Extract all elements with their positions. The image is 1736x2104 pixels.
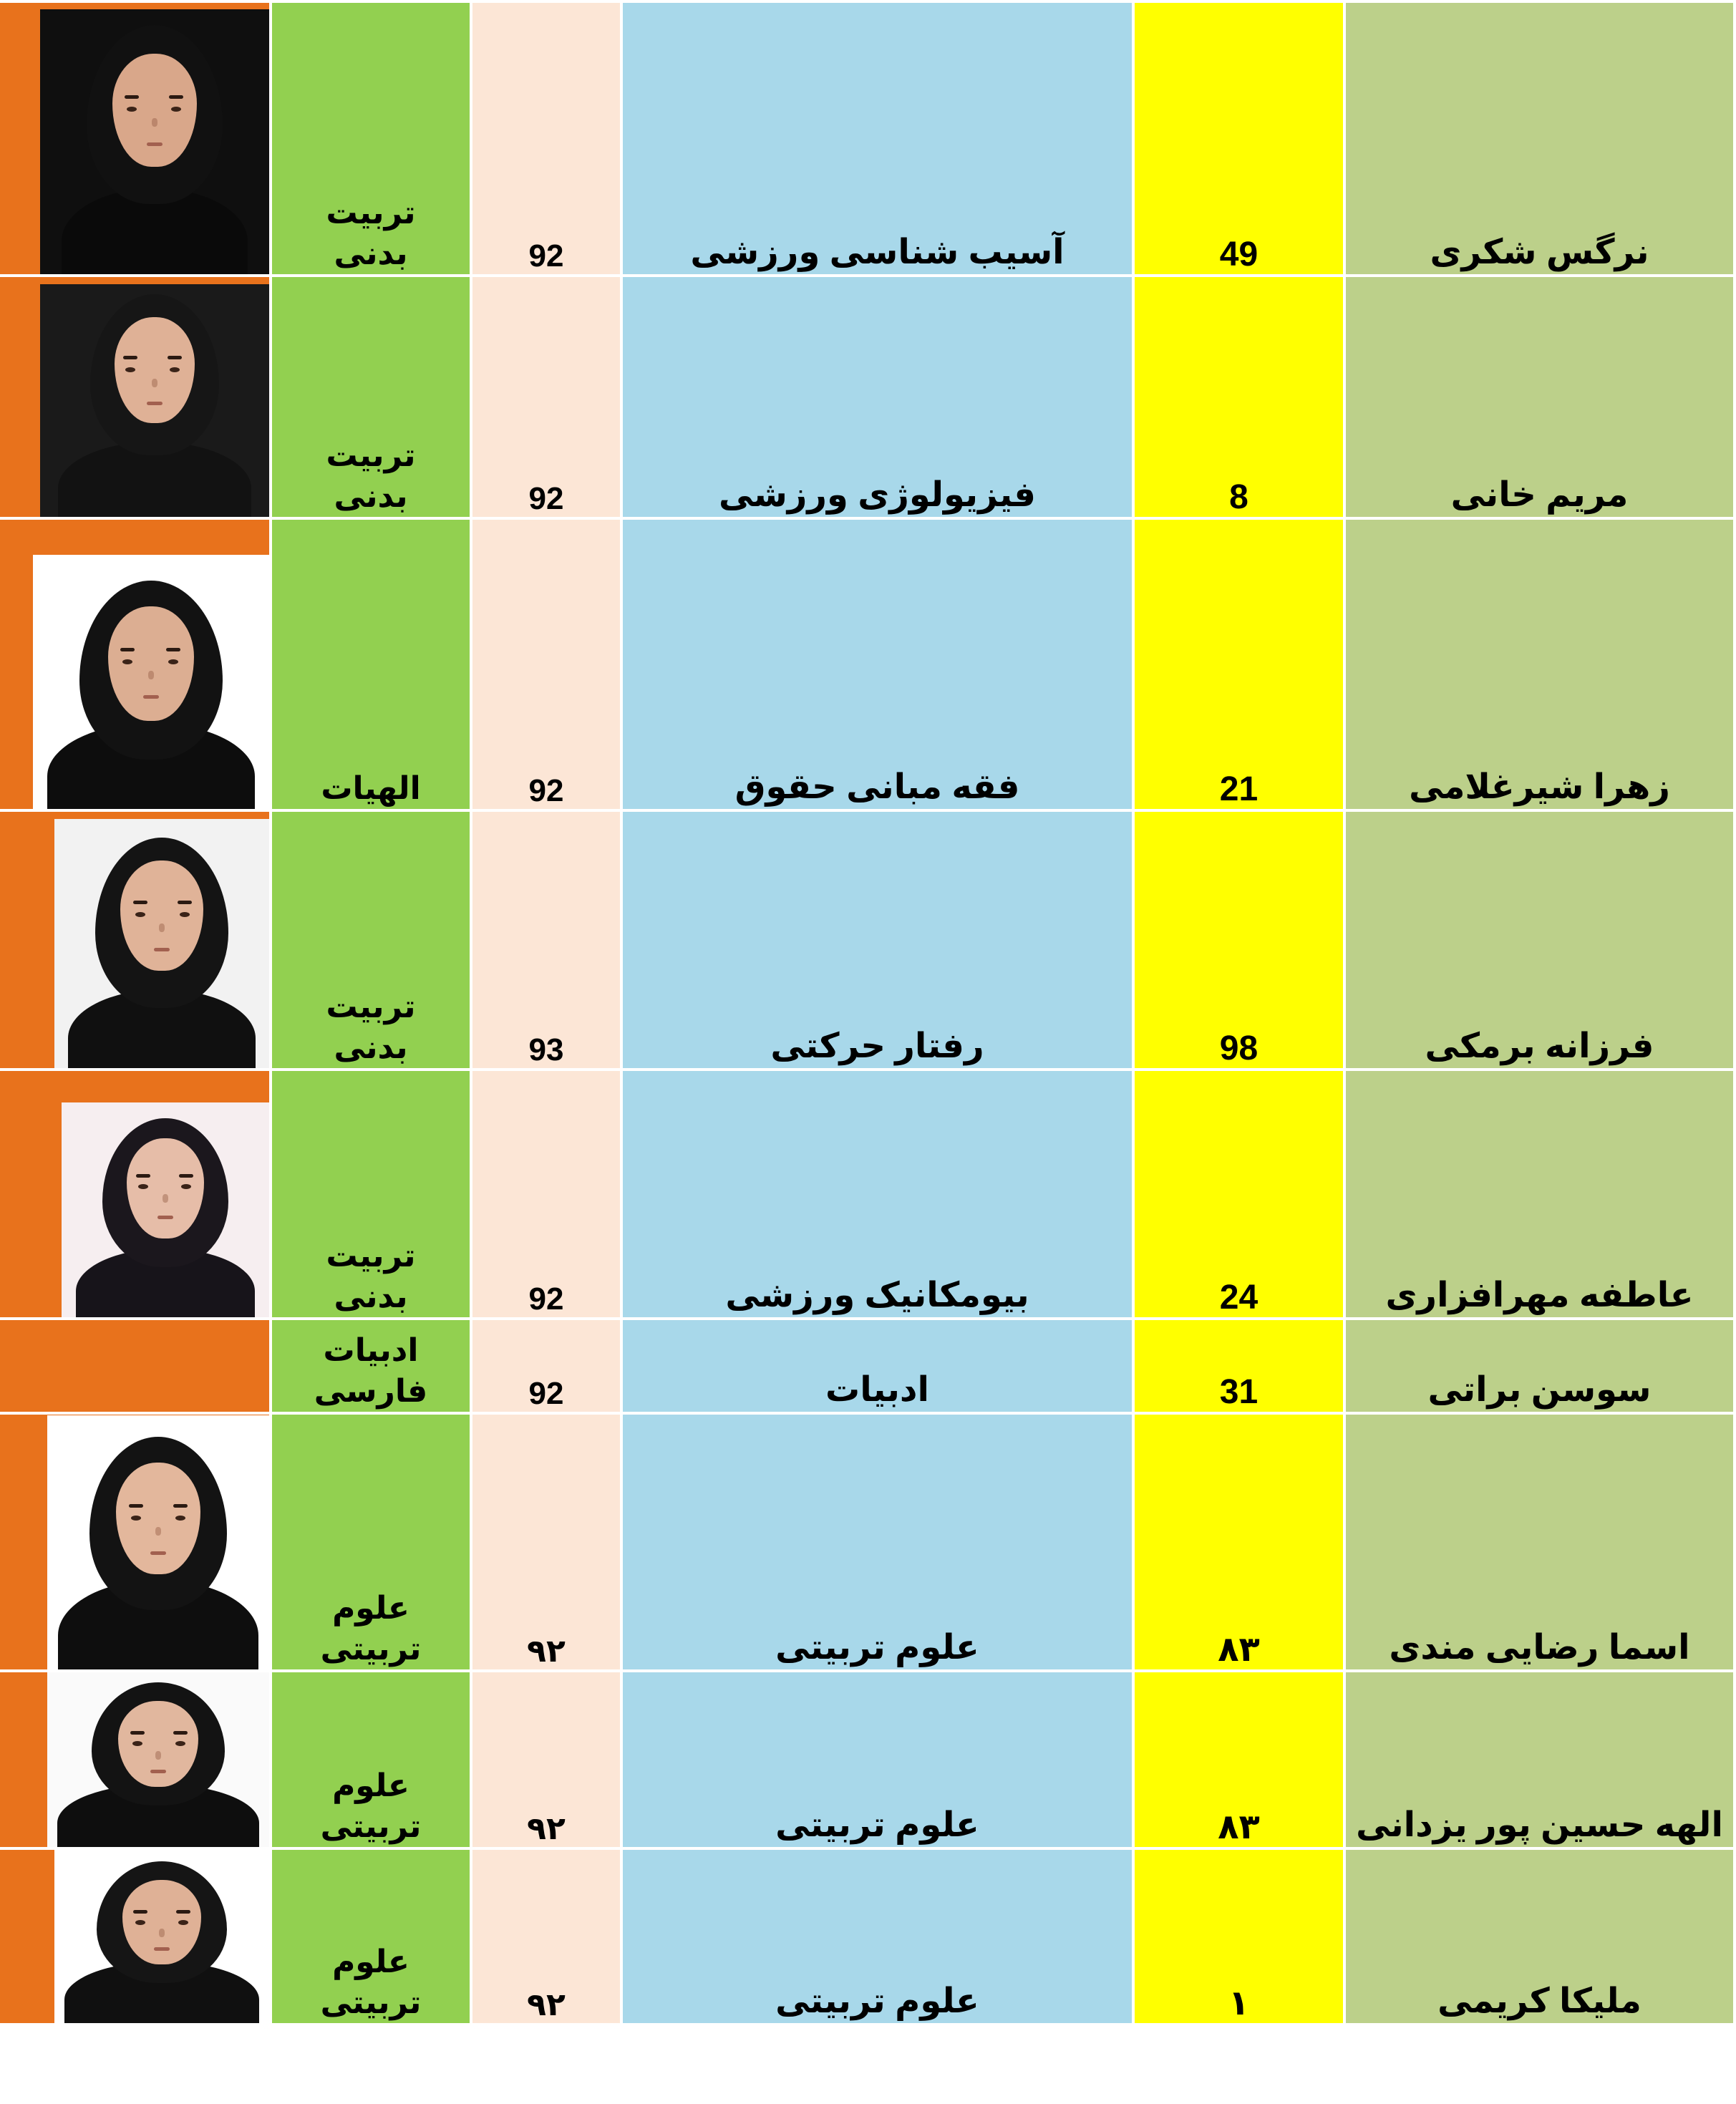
student-id-cell: ۸۳ — [1133, 1413, 1344, 1671]
student-id-cell: 31 — [1133, 1319, 1344, 1413]
department-line: تربیتی — [320, 1984, 422, 2020]
student-id-cell: 24 — [1133, 1070, 1344, 1319]
student-name-cell: فرزانه برمکی — [1344, 810, 1735, 1070]
table-row — [0, 1848, 1735, 2025]
subject-cell: فقه مبانی حقوق — [621, 518, 1133, 810]
portrait-photo — [47, 1672, 269, 1847]
student-name-cell: اسما رضایی مندی — [1344, 1413, 1735, 1671]
photo-cell — [0, 1413, 271, 1671]
student-name-cell: ملیکا کریمی — [1344, 1848, 1735, 2025]
photo-cell — [0, 1, 271, 276]
year-cell: ۹۲ — [471, 1848, 621, 2025]
department-line: تربیت — [326, 989, 416, 1024]
department-cell — [271, 1070, 471, 1319]
department-cell — [271, 1413, 471, 1671]
table-row — [0, 1671, 1735, 1848]
department-cell — [271, 518, 471, 810]
department-cell — [271, 810, 471, 1070]
year-cell: 92 — [471, 518, 621, 810]
department-cell — [271, 1319, 471, 1413]
department-line: تربیتی — [320, 1808, 422, 1844]
student-name-cell: مریم خانی — [1344, 276, 1735, 518]
photo-cell — [0, 518, 271, 810]
subject-cell: ادبیات — [621, 1319, 1133, 1413]
student-id-cell: ۸۳ — [1133, 1671, 1344, 1848]
department-line: ادبیات — [323, 1332, 419, 1368]
department-cell — [271, 1, 471, 276]
subject-cell: آسیب شناسی ورزشی — [621, 1, 1133, 276]
year-cell: ۹۲ — [471, 1413, 621, 1671]
table-row — [0, 1070, 1735, 1319]
student-name-cell: الهه حسین پور یزدانی — [1344, 1671, 1735, 1848]
subject-cell: علوم تربیتی — [621, 1848, 1133, 2025]
subject-cell: علوم تربیتی — [621, 1671, 1133, 1848]
department-cell — [271, 1671, 471, 1848]
subject-cell: رفتار حرکتی — [621, 810, 1133, 1070]
student-id-cell: 8 — [1133, 276, 1344, 518]
table-row — [0, 1, 1735, 276]
photo-cell — [0, 1070, 271, 1319]
photo-cell — [0, 1319, 271, 1413]
photo-cell — [0, 1671, 271, 1848]
department-line: علوم — [332, 1590, 409, 1626]
department-cell — [271, 276, 471, 518]
department-line: فارسی — [314, 1373, 428, 1409]
year-cell: ۹۲ — [471, 1671, 621, 1848]
student-name-cell: سوسن براتی — [1344, 1319, 1735, 1413]
year-cell: 92 — [471, 1319, 621, 1413]
table-row — [0, 276, 1735, 518]
photo-cell — [0, 276, 271, 518]
student-name-cell: عاطفه مهرافزاری — [1344, 1070, 1735, 1319]
subject-cell: بیومکانیک ورزشی — [621, 1070, 1133, 1319]
department-line: بدنی — [334, 478, 408, 514]
department-line: الهیات — [321, 770, 421, 806]
portrait-photo — [54, 1850, 269, 2023]
department-line: تربیتی — [320, 1631, 422, 1667]
student-id-cell: 21 — [1133, 518, 1344, 810]
department-line: علوم — [332, 1768, 409, 1803]
year-cell: 92 — [471, 1, 621, 276]
department-cell — [271, 1848, 471, 2025]
department-line: تربیت — [326, 195, 416, 231]
department-line: بدنی — [334, 236, 408, 271]
photo-cell — [0, 1848, 271, 2025]
student-id-cell: 98 — [1133, 810, 1344, 1070]
year-cell: 93 — [471, 810, 621, 1070]
student-name-cell: نرگس شکری — [1344, 1, 1735, 276]
department-line: بدنی — [334, 1279, 408, 1314]
portrait-photo — [47, 1415, 269, 1669]
table-row — [0, 518, 1735, 810]
year-cell: 92 — [471, 276, 621, 518]
department-line: علوم — [332, 1944, 409, 1979]
photo-cell — [0, 810, 271, 1070]
student-id-cell: ۱ — [1133, 1848, 1344, 2025]
department-line: تربیت — [326, 1238, 416, 1274]
subject-cell: فیزیولوژی ورزشی — [621, 276, 1133, 518]
portrait-photo — [54, 819, 269, 1068]
table-row — [0, 1319, 1735, 1413]
portrait-photo — [40, 9, 269, 274]
table-row — [0, 1413, 1735, 1671]
year-cell: 92 — [471, 1070, 621, 1319]
portrait-photo — [62, 1102, 269, 1317]
no-photo-placeholder — [0, 1320, 269, 1412]
student-name-cell: زهرا شیرغلامی — [1344, 518, 1735, 810]
subject-cell: علوم تربیتی — [621, 1413, 1133, 1671]
portrait-photo — [40, 284, 269, 517]
table-body — [0, 1, 1735, 2025]
table-row — [0, 810, 1735, 1070]
student-id-cell: 49 — [1133, 1, 1344, 276]
department-line: تربیت — [326, 437, 416, 473]
department-line: بدنی — [334, 1029, 408, 1065]
portrait-photo — [33, 555, 269, 809]
